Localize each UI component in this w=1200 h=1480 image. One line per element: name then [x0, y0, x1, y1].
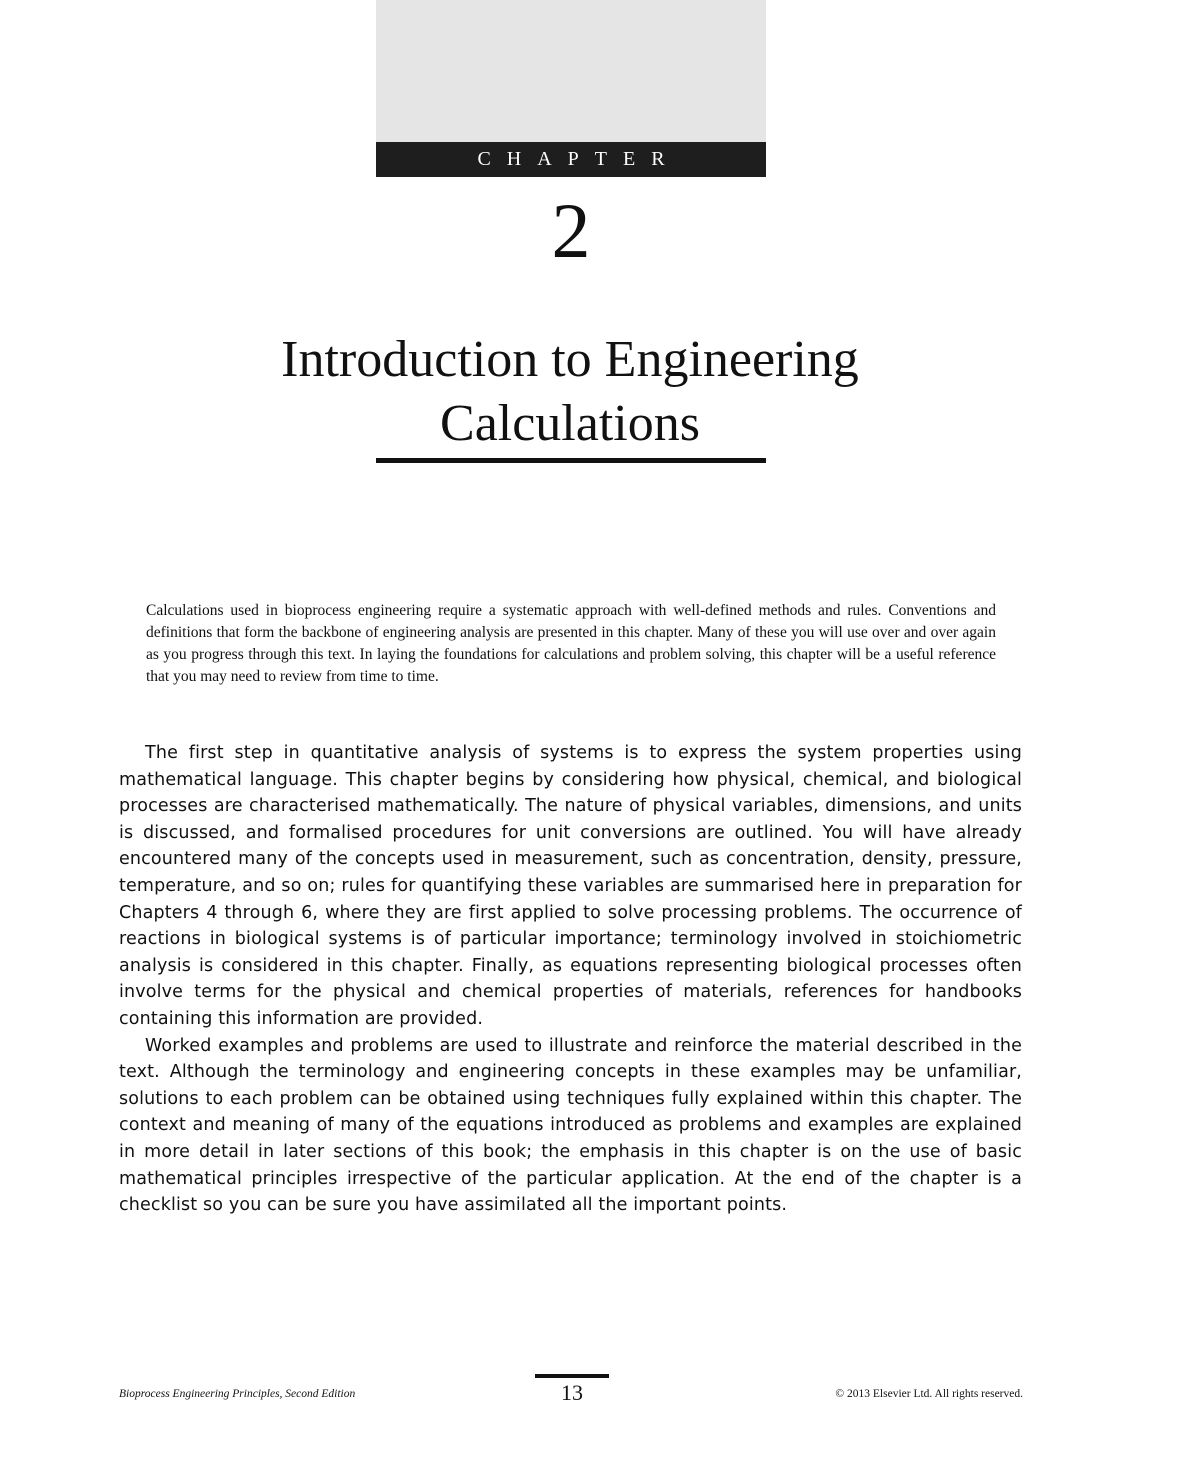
- chapter-label-bar: [376, 142, 766, 177]
- body-paragraph: The first step in quantitative analysis of systems is to express the system properties using mathematical language. This chapter begins by considering how physical, chemical, and biological processes are characterised mathematically. The nature of physical variables, dimensions, and units is discussed, and formalised procedures for unit conversions are outlined. You will have already encountered many of the concepts used in measurement, such as concentration, density, pressure, temperature, and so on; rules for quantifying these variables are summarised here in preparation for Chapters 4 through 6, where they are first applied to solve processing problems. The occurrence of reactions in biological systems is of particular importance; terminology involved in stoichiometric analysis is considered in this chapter. Finally, as equations representing biological processes often involve terms for the physical and chemical properties of materials, references for handbooks containing this information are provided.: [119, 743, 1022, 1029]
- footer-copyright: © 2013 Elsevier Ltd. All rights reserved.: [835, 1388, 1023, 1400]
- chapter-title-line-2: Calculations: [440, 395, 700, 452]
- body-paragraph: Worked examples and problems are used to illustrate and reinforce the material described in the text. Although the terminology and engineering concepts in these examples may be unfamiliar, solutions to each problem can be obtained using techniques fully explained within this chapter. The context and meaning of many of the equations introduced as problems and examples are explained in more detail in later sections of this book; the emphasis in this chapter is on the use of basic mathematical principles irrespective of the particular application. At the end of the chapter is a checklist so you can be sure you have assimilated all the important points.: [119, 1035, 1022, 1216]
- chapter-abstract: Calculations used in bioprocess engineering require a systematic approach with well-defined methods and rules. Conventions and definitions that form the backbone of engineering analysis are presented in this chapter. Many of these you will use over and over again as you progress through this text. In laying the foundations for calculations and problem solving, this chapter will be a useful reference that you may need to review from time to time.: [146, 602, 996, 685]
- chapter-label: CHAPTER: [477, 148, 681, 170]
- chapter-title-line-1: Introduction to Engineering: [281, 331, 859, 388]
- chapter-title: [180, 328, 960, 456]
- page-number-rule: [535, 1374, 609, 1378]
- chapter-header-panel: [376, 0, 766, 142]
- body-text: [119, 740, 1022, 1219]
- page-number: 13: [561, 1380, 583, 1405]
- footer-book-title: Bioprocess Engineering Principles, Second Edition: [119, 1388, 356, 1400]
- chapter-number: 2: [551, 187, 591, 274]
- title-underline: [376, 458, 766, 463]
